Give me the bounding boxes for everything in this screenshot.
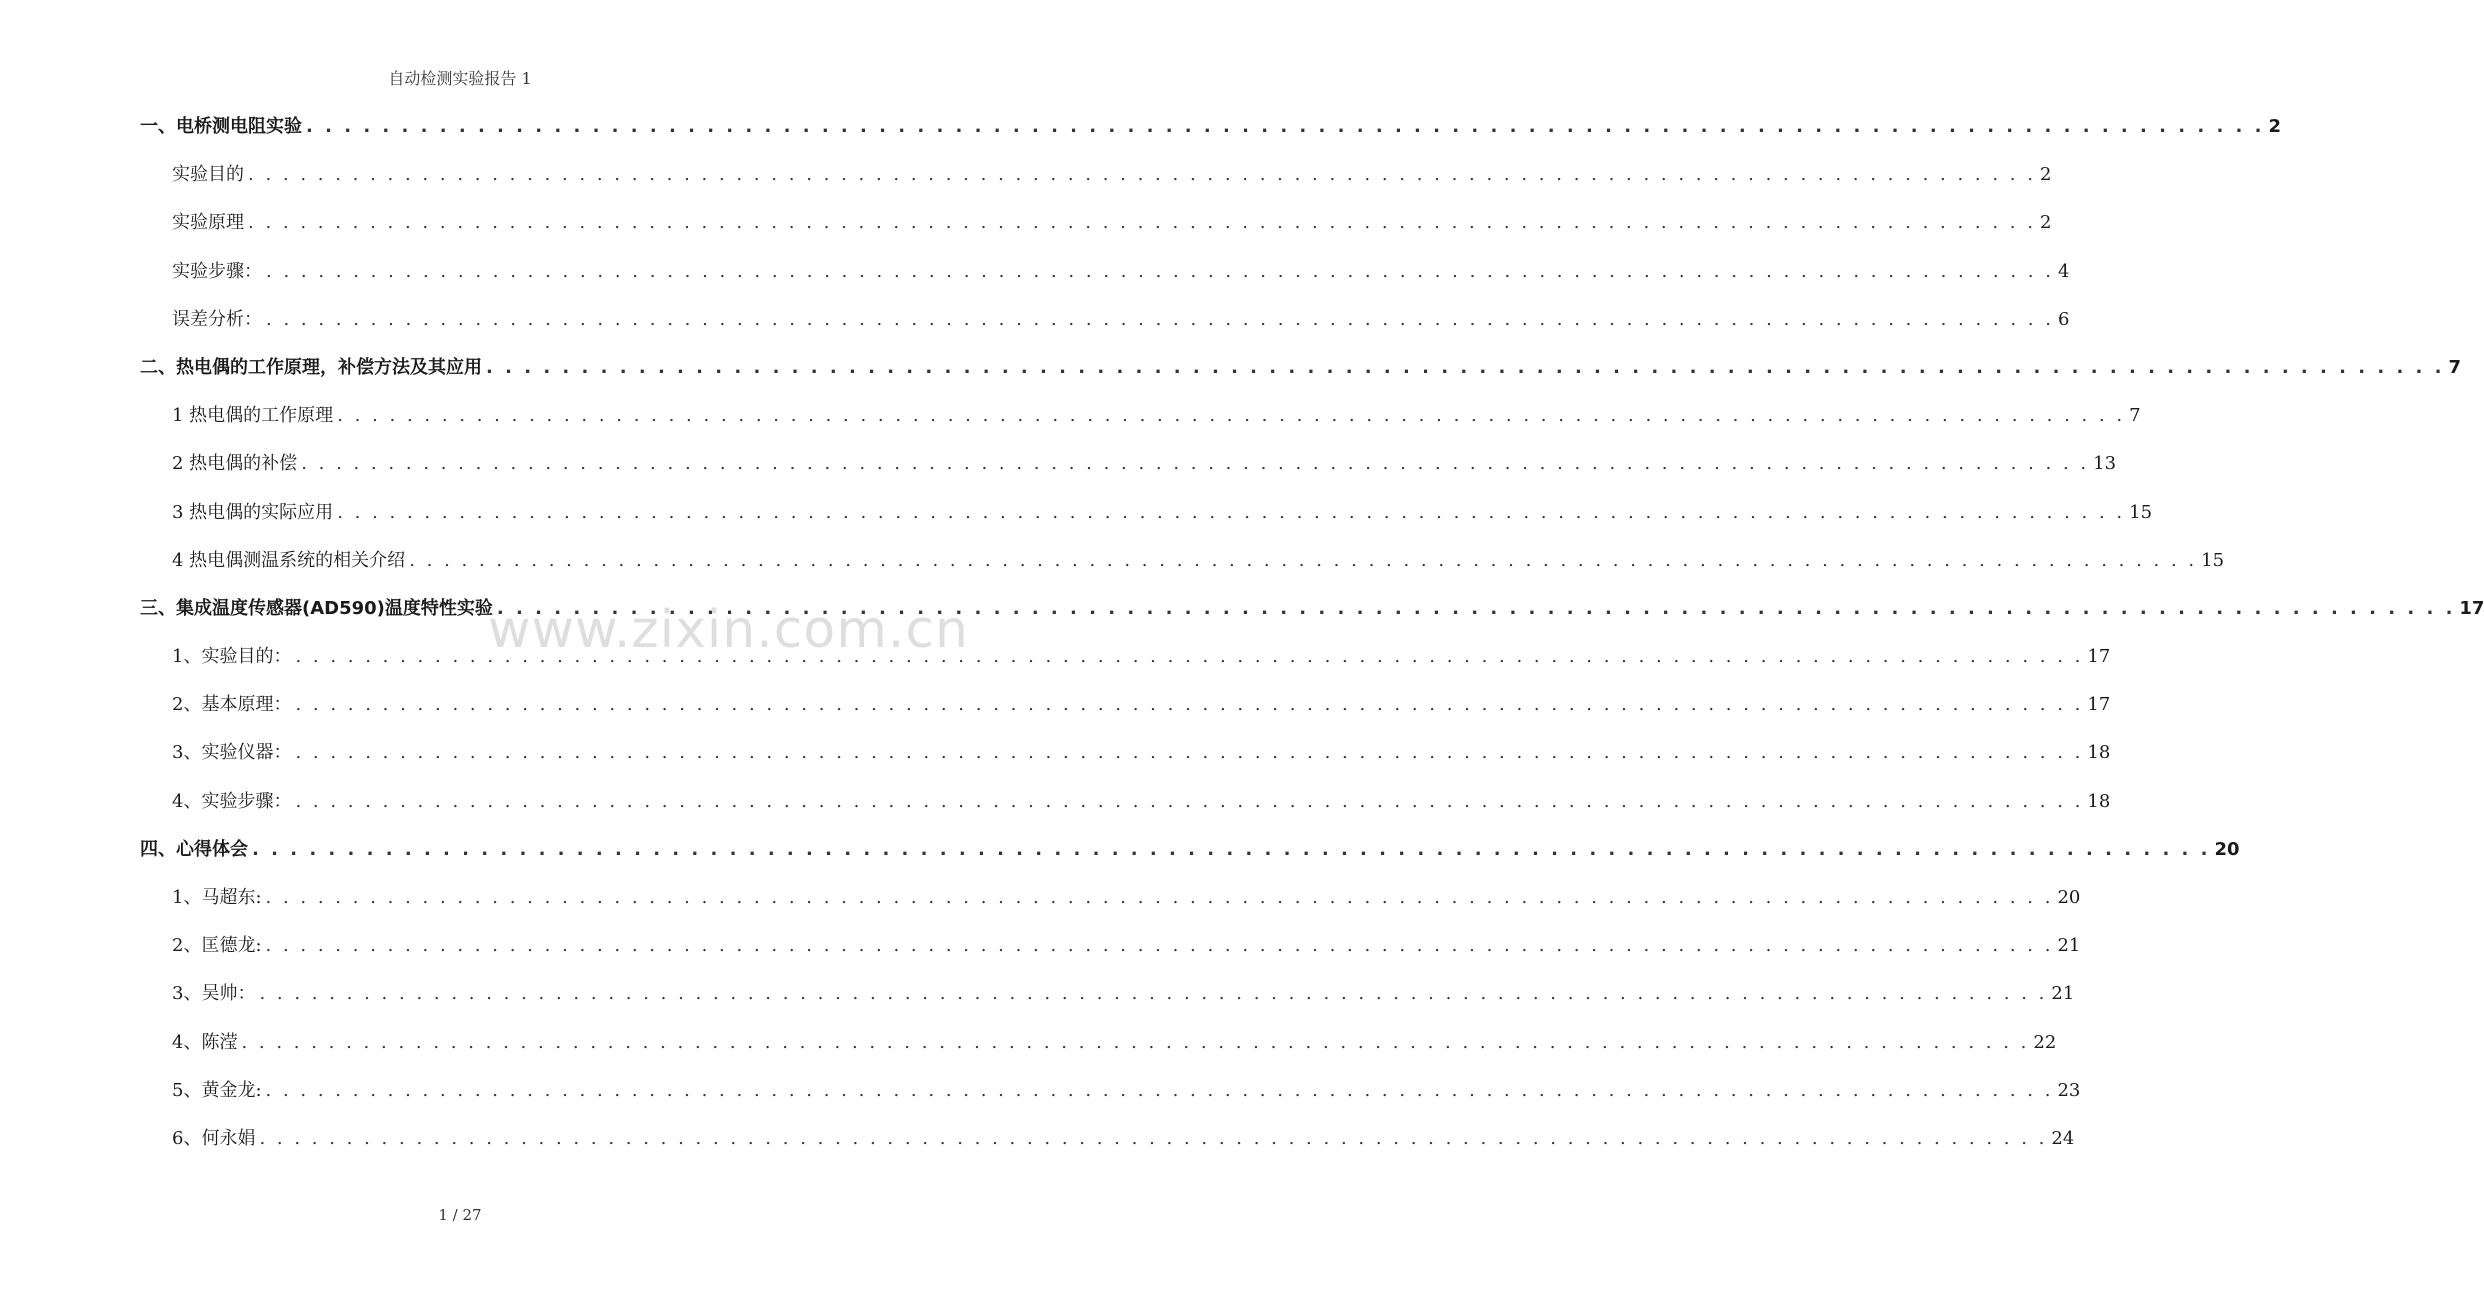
toc-page-number: 7 xyxy=(2448,356,2462,378)
toc-leader-dots xyxy=(241,1032,2029,1053)
document-header: 自动检测实验报告 1 xyxy=(388,69,532,88)
toc-page-number: 6 xyxy=(2057,308,2070,330)
toc-page-number: 13 xyxy=(2093,453,2117,475)
toc-entry-title: 4、陈滢 xyxy=(172,1031,238,1053)
toc-entry-level2[interactable] xyxy=(140,160,2052,208)
toc-entry-title: 实验步骤： xyxy=(172,260,262,282)
toc-page-number: 22 xyxy=(2033,1031,2057,1053)
toc-leader-dots xyxy=(266,261,2054,282)
toc-page-number: 2 xyxy=(2039,164,2052,186)
toc-leader-dots xyxy=(486,357,2445,378)
toc-leader-dots xyxy=(252,839,2211,860)
toc-entry-title: 4 热电偶测温系统的相关介绍 xyxy=(172,549,406,571)
toc-entry-level2[interactable] xyxy=(140,1028,2057,1076)
toc-entry-level2[interactable] xyxy=(140,257,2070,305)
toc-entry-level2[interactable] xyxy=(140,931,2081,979)
toc-page-number: 2 xyxy=(2268,116,2282,137)
toc-page-number: 21 xyxy=(2051,983,2075,1005)
toc-entry-title: 二、热电偶的工作原理，补偿方法及其应用 xyxy=(140,356,482,378)
toc-page-number: 2 xyxy=(2039,212,2052,234)
toc-entry-level2[interactable] xyxy=(140,401,2141,449)
toc-leader-dots xyxy=(337,502,2125,523)
toc-page-number: 18 xyxy=(2087,742,2111,764)
toc-entry-level2[interactable] xyxy=(140,546,2225,594)
toc-page-number: 18 xyxy=(2087,790,2111,812)
toc-leader-dots xyxy=(301,453,2089,474)
toc-entry-level2[interactable] xyxy=(140,738,2111,786)
toc-entry-title: 误差分析： xyxy=(172,308,262,330)
toc-entry-level2[interactable] xyxy=(140,449,2117,497)
toc-entry-level2[interactable] xyxy=(140,305,2070,353)
toc-entry-title: 5、黄金龙: xyxy=(172,1079,262,1101)
toc-page-number: 4 xyxy=(2057,260,2070,282)
toc-entry-title: 三、集成温度传感器(AD590)温度特性实验 xyxy=(140,597,493,619)
toc-entry-level2[interactable] xyxy=(140,208,2052,256)
toc-leader-dots xyxy=(409,550,2197,571)
toc-entry-title: 2、基本原理： xyxy=(172,694,292,716)
toc-entry-title: 一、电桥测电阻实验 xyxy=(140,116,302,137)
toc-entry-title: 3 热电偶的实际应用 xyxy=(172,501,334,523)
toc-entry-title: 实验原理 xyxy=(172,212,244,234)
toc-page-number: 21 xyxy=(2057,935,2081,957)
toc-leader-dots xyxy=(295,694,2083,715)
toc-entry-title: 2、匡德龙: xyxy=(172,935,262,957)
toc-entry-level2[interactable] xyxy=(140,979,2075,1027)
toc-entry-title: 1、马超东: xyxy=(172,887,262,908)
toc-entry-level2[interactable] xyxy=(140,1076,2081,1124)
toc-entry-title: 四、心得体会 xyxy=(140,838,248,860)
watermark: www.zixin.com.cn xyxy=(488,600,969,660)
toc-entry-level2[interactable] xyxy=(140,1124,2075,1172)
toc-page-number: 17 xyxy=(2087,694,2111,716)
toc-entry-title: 6、何永娟 xyxy=(172,1127,256,1149)
page-indicator: 1 / 27 xyxy=(438,1206,482,1224)
toc-leader-dots xyxy=(248,164,2036,185)
toc-page-number: 24 xyxy=(2051,1127,2075,1149)
toc-entry-title: 4、实验步骤： xyxy=(172,790,292,812)
toc-entry-level1[interactable] xyxy=(140,112,2282,160)
toc-leader-dots xyxy=(266,935,2054,956)
toc-entry-title: 3、实验仪器： xyxy=(172,742,292,764)
toc-leader-dots xyxy=(266,887,2054,908)
toc-leader-dots xyxy=(248,212,2036,233)
toc-entry-level2[interactable] xyxy=(140,883,2081,931)
toc-page-number: 15 xyxy=(2129,501,2153,523)
toc-page-number: 17 xyxy=(2087,646,2111,668)
toc-leader-dots xyxy=(266,309,2054,330)
toc-leader-dots xyxy=(266,1080,2054,1101)
toc-leader-dots xyxy=(259,1128,2047,1149)
toc-entry-title: 3、吴帅： xyxy=(172,983,256,1005)
toc-entry-level2[interactable] xyxy=(140,498,2153,546)
toc-entry-title: 实验目的 xyxy=(172,164,244,186)
toc-page-number: 23 xyxy=(2057,1079,2081,1101)
toc-entry-level2[interactable] xyxy=(140,690,2111,738)
toc-entry-level2[interactable] xyxy=(140,787,2111,835)
toc-page-number: 20 xyxy=(2057,887,2081,908)
toc-leader-dots xyxy=(295,791,2083,812)
toc-entry-title: 1 热电偶的工作原理 xyxy=(172,405,334,427)
toc-leader-dots xyxy=(337,405,2125,426)
toc-entry-title: 1、实验目的： xyxy=(172,646,292,668)
toc-page-number: 17 xyxy=(2459,597,2484,619)
toc-entry-title: 2 热电偶的补偿 xyxy=(172,453,298,475)
toc-entry-level1[interactable] xyxy=(140,353,2462,401)
toc-page-number: 15 xyxy=(2201,549,2225,571)
toc-page-number: 7 xyxy=(2129,405,2141,427)
toc-leader-dots xyxy=(306,116,2265,137)
toc-leader-dots xyxy=(295,742,2083,763)
toc-leader-dots xyxy=(259,983,2047,1004)
toc-page-number: 20 xyxy=(2214,838,2240,860)
toc-entry-level1[interactable] xyxy=(140,835,2240,883)
